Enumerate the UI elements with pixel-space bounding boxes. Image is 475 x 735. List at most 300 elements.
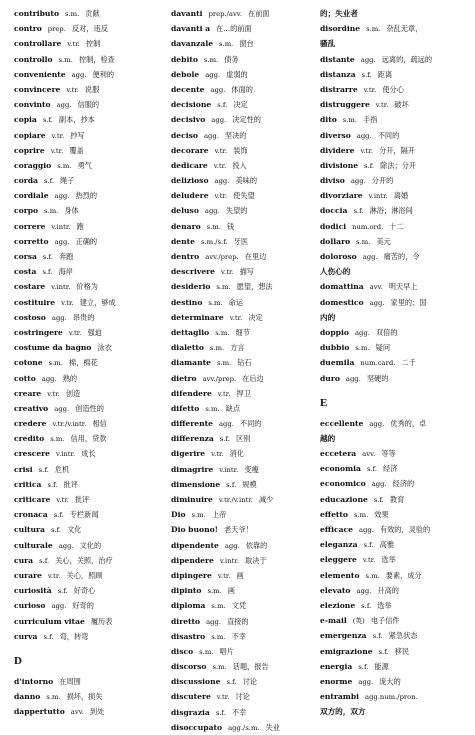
entry-word: coprire [14, 145, 45, 155]
entry-word: criticare [14, 495, 51, 504]
dictionary-entry [14, 507, 170, 522]
entry-meaning: 反对，违反 [71, 24, 108, 34]
entry-word: educazione [320, 494, 368, 504]
entry-word: dipendente [171, 540, 219, 550]
entry-pos: agg. [71, 70, 87, 79]
entry-word: divisione [320, 160, 359, 170]
entry-word: corretto [14, 236, 49, 246]
entry-pos: v.tr. [66, 85, 79, 94]
entry-meaning: 奔跑 [58, 252, 74, 261]
dictionary-entry [320, 371, 475, 386]
entry-meaning: 文凭 [231, 601, 247, 611]
dictionary-entry [14, 249, 170, 264]
dictionary-entry [14, 704, 170, 719]
dictionary-entry [171, 553, 327, 568]
entry-meaning: 身体 [64, 206, 79, 216]
entry-meaning: 建立，够成 [79, 297, 116, 307]
entry-word: emergenza [320, 631, 367, 641]
entry-word: 越的 [320, 433, 336, 443]
dictionary-entry [14, 492, 170, 507]
entry-meaning: 取决于 [244, 555, 267, 565]
entry-word: costare [14, 282, 46, 292]
column-3 [320, 6, 475, 719]
dictionary-entry [171, 538, 327, 553]
entry-pos: v.tr./v.intr. [218, 496, 253, 504]
dictionary-entry [320, 628, 475, 643]
entry-pos: agg. [211, 116, 227, 125]
entry-word: Dio [171, 510, 186, 520]
dictionary-entry [171, 644, 327, 659]
entry-word: cronaca [14, 510, 48, 520]
entry-pos: v.tr. [214, 192, 228, 201]
entry-meaning: 紧急状态 [388, 631, 418, 641]
entry-pos: agg. [218, 420, 234, 429]
dictionary-entry [320, 249, 475, 264]
entry-meaning: 虚弱的 [226, 69, 248, 79]
entry-meaning: 关心，照顾 [66, 570, 103, 580]
dictionary-entry [171, 371, 327, 386]
entry-pos: v.tr. [56, 496, 69, 504]
entry-word: denaro [171, 221, 201, 231]
entry-pos: s.f. [226, 480, 237, 489]
entry-pos: (英) [352, 617, 365, 626]
entry-meaning: 使失望 [233, 191, 255, 201]
entry-meaning: 双倍的 [375, 327, 398, 337]
entry-pos: v.tr. [51, 131, 65, 140]
entry-meaning: 绳子 [60, 176, 75, 186]
dictionary-entry [171, 462, 327, 477]
entry-word: discussione [171, 677, 221, 687]
entry-pos: agg. [369, 419, 385, 428]
dictionary-entry [171, 82, 327, 97]
dictionary-entry [14, 219, 170, 234]
dictionary-entry [171, 249, 327, 264]
dictionary-entry [320, 21, 475, 36]
entry-meaning: 强迫 [87, 327, 102, 337]
entry-meaning: 牙医 [233, 236, 249, 246]
entry-word: diploma [171, 601, 206, 611]
entry-meaning: 到处 [89, 707, 105, 717]
entry-word: disastro [171, 631, 206, 641]
entry-pos: s.m. [203, 55, 219, 64]
dictionary-entry [320, 522, 475, 537]
entry-pos: agg./s.m. [228, 723, 260, 732]
entry-pos: s.f. [38, 465, 49, 474]
entry-pos: agg. [224, 541, 240, 550]
entry-word: difendere [171, 388, 212, 398]
dictionary-entry [14, 310, 170, 325]
entry-meaning: 危机 [54, 464, 70, 474]
entry-meaning: 履历表 [90, 616, 113, 626]
entry-pos: v.tr. [360, 146, 374, 155]
entry-pos: s.m. [211, 602, 226, 611]
entry-word: dividere [320, 145, 355, 155]
entry-pos: v.tr. [214, 146, 228, 155]
entry-meaning: 有效的，灵验的 [379, 525, 431, 534]
entry-word: dietro [171, 373, 197, 383]
entry-pos: avv./prep. [202, 374, 237, 383]
entry-meaning: 家里的；国 [390, 297, 427, 307]
entry-meaning: 钱 [226, 221, 235, 231]
entry-word: corpo [14, 206, 39, 216]
entry-meaning: 愿望，想法 [236, 282, 273, 292]
entry-pos: agg. [58, 541, 74, 550]
entry-meaning: 在...的前面 [216, 24, 252, 34]
entry-word: difetto [171, 403, 200, 413]
entry-meaning: 破坏 [394, 100, 409, 110]
entry-pos: s.f. [378, 647, 389, 656]
entry-meaning: 副本，抄本 [58, 115, 95, 125]
entry-word: 的；失业者 [320, 9, 358, 18]
entry-word: dappertutto [14, 707, 65, 717]
entry-word: decisivo [171, 115, 206, 125]
dictionary-entry [14, 340, 170, 355]
entry-word: dimensione [171, 479, 221, 489]
entry-word: debole [171, 69, 200, 79]
entry-meaning: 离婚 [393, 191, 409, 201]
dictionary-entry [320, 674, 475, 689]
entry-pos: v.tr. [61, 298, 74, 307]
dictionary-entry [14, 82, 170, 97]
dictionary-entry [320, 82, 475, 97]
entry-pos: s.f. [215, 708, 226, 717]
entry-pos: s.f. [373, 495, 384, 504]
dictionary-entry [320, 36, 475, 51]
dictionary-entry [320, 507, 475, 522]
entry-word: dubbio [320, 343, 350, 353]
dictionary-entry [320, 143, 475, 158]
dictionary-entry [171, 598, 327, 613]
entry-word: entrambi [320, 692, 360, 702]
dictionary-entry [320, 704, 475, 719]
entry-word: dodici [320, 221, 347, 231]
dictionary-entry [171, 492, 327, 507]
entry-meaning: 讨论 [242, 677, 257, 687]
entry-meaning: 损坏，损失 [66, 692, 103, 702]
entry-pos: agg.num./pron. [365, 693, 418, 702]
entry-word: contro [14, 24, 42, 34]
dictionary-entry [171, 36, 327, 51]
dictionary-entry [320, 416, 475, 431]
entry-meaning: 批评 [63, 479, 78, 489]
entry-word: divorziare [320, 191, 363, 201]
entry-meaning: 距离 [377, 69, 393, 79]
entry-pos: agg. [51, 602, 67, 611]
entry-meaning: 手指 [363, 115, 378, 125]
column-1 [14, 6, 170, 719]
entry-word: dente [171, 236, 196, 246]
entry-word: economico [320, 479, 366, 489]
entry-word: distanza [320, 69, 356, 79]
dictionary-entry [171, 416, 327, 431]
entry-word: elevato [320, 585, 351, 595]
entry-meaning: 不幸 [231, 707, 247, 717]
dictionary-entry [171, 522, 327, 537]
entry-pos: agg. [369, 298, 385, 307]
entry-meaning: 坚决的 [224, 130, 247, 140]
dictionary-entry [14, 234, 170, 249]
entry-word: eccellente [320, 418, 364, 428]
entry-meaning: 直接的 [227, 616, 249, 626]
dictionary-entry [14, 67, 170, 82]
entry-pos: agg. [51, 313, 67, 322]
entry-pos: s.f. [43, 177, 55, 186]
entry-pos: s.f. [39, 556, 50, 565]
entry-meaning: 贡献 [85, 9, 100, 18]
entry-meaning: 老天爷！ [224, 525, 253, 535]
entry-word: costoso [14, 312, 46, 322]
dictionary-entry [320, 295, 475, 310]
entry-word: crisi [14, 464, 33, 474]
entry-meaning: 便利的 [92, 69, 115, 79]
entry-word: danno [14, 692, 41, 702]
entry-pos: s.m. [208, 298, 223, 307]
entry-word: 内的 [320, 312, 336, 322]
entry-pos: agg. [371, 480, 387, 489]
dictionary-entry [320, 158, 475, 173]
dictionary-entry [320, 325, 475, 340]
entry-meaning: 杂乱无章， [386, 24, 423, 34]
entry-word: costituire [14, 297, 56, 307]
entry-word: diverso [320, 130, 351, 140]
entry-meaning: 不同的 [239, 419, 262, 429]
entry-pos: avv. [362, 450, 376, 459]
entry-meaning: 在里边 [244, 252, 267, 261]
entry-word: eccetera [320, 449, 357, 459]
dictionary-entry [14, 416, 170, 431]
entry-meaning: 勇气 [77, 160, 92, 170]
dictionary-entry [171, 583, 327, 598]
entry-pos: s.m. [219, 40, 234, 49]
dictionary-entry [320, 310, 475, 325]
entry-pos: v.tr. [216, 693, 230, 702]
entry-meaning: 美元 [376, 236, 391, 246]
entry-meaning: 使分心 [382, 84, 404, 94]
entry-pos: s.f. [217, 101, 228, 110]
entry-meaning: 美味的 [235, 176, 258, 186]
entry-meaning: 细节 [235, 327, 250, 337]
entry-word: economia [320, 464, 361, 474]
entry-pos: s.m. [191, 511, 206, 520]
dictionary-entry [320, 279, 475, 294]
entry-meaning: 教育 [389, 494, 405, 504]
entry-word: disordine [320, 24, 361, 34]
dictionary-entry [14, 553, 170, 568]
entry-meaning: 消化 [229, 449, 245, 459]
entry-word: debito [171, 54, 198, 64]
entry-meaning: 命运 [228, 297, 244, 307]
entry-pos: agg. [54, 404, 70, 413]
entry-pos: agg. [54, 192, 70, 201]
entry-meaning: 等等 [381, 449, 396, 459]
entry-word: cordiale [14, 191, 49, 201]
entry-word: distruggere [320, 100, 370, 110]
dictionary-entry [320, 552, 475, 567]
entry-meaning: 升高的 [377, 585, 399, 595]
dictionary-entry [14, 97, 170, 112]
entry-meaning: 疑问 [375, 343, 391, 353]
entry-word: eleganza [320, 540, 358, 550]
dictionary-entry [14, 6, 170, 21]
entry-meaning: 画 [227, 586, 235, 596]
dictionary-entry [14, 477, 170, 492]
dictionary-entry [171, 340, 327, 355]
entry-pos: agg. [204, 207, 220, 216]
dictionary-entry [171, 143, 327, 158]
entry-pos: s.f. [43, 632, 54, 641]
entry-meaning: 分开，隔开 [379, 145, 416, 155]
entry-meaning: 选举 [381, 555, 396, 565]
entry-meaning: 在后边 [242, 373, 264, 383]
entry-meaning: 棉，棉花 [68, 358, 98, 368]
entry-pos: s.m. [366, 25, 381, 34]
dictionary-entry [14, 462, 170, 477]
dictionary-entry [14, 21, 170, 36]
entry-word: credito [14, 434, 45, 444]
entry-meaning: 创造性的 [75, 403, 104, 413]
entry-meaning: 决定 [233, 100, 248, 110]
entry-word: doloroso [320, 252, 357, 261]
dictionary-entry [320, 234, 475, 249]
entry-word: curare [14, 570, 42, 580]
entry-meaning: 不同的 [377, 130, 400, 140]
entry-word: cura [14, 555, 34, 565]
entry-meaning: 画 [236, 570, 244, 580]
entry-pos: s.m. [342, 116, 358, 125]
entry-meaning: 失望的 [225, 206, 248, 216]
entry-word: dialetto [171, 343, 204, 353]
dictionary-entry [320, 613, 475, 628]
dictionary-entry [14, 538, 170, 553]
dictionary-entry [320, 6, 475, 21]
entry-pos: v.intr. [56, 450, 76, 459]
dictionary-entry [14, 446, 170, 461]
entry-meaning: 电子信件 [370, 616, 400, 626]
dictionary-entry [320, 689, 475, 704]
dictionary-entry [320, 340, 475, 355]
dictionary-entry [171, 386, 327, 401]
entry-pos: agg. [206, 617, 222, 626]
entry-word: convincere [14, 84, 61, 94]
entry-meaning: 钻石 [237, 358, 252, 368]
entry-pos: s.f. [53, 511, 64, 520]
dictionary-entry [171, 720, 327, 735]
entry-pos: s.f. [361, 70, 372, 79]
entry-meaning: 上帝 [211, 510, 227, 520]
entry-word: effetto [320, 509, 348, 519]
dictionary-entry [320, 128, 475, 143]
entry-meaning: 说服 [84, 84, 100, 94]
dictionary-entry [320, 112, 475, 127]
entry-word: curriculum vitae [14, 616, 85, 626]
dictionary-entry [320, 598, 475, 613]
entry-pos: agg. [362, 253, 378, 261]
entry-pos: s.m. [216, 359, 232, 368]
entry-pos: v.tr./v.intr. [52, 420, 87, 429]
entry-word: deciso [171, 130, 198, 140]
entry-word: diminuire [171, 495, 213, 504]
entry-pos: agg. [350, 177, 366, 186]
dictionary-entry [14, 188, 170, 203]
dictionary-entry [14, 689, 170, 704]
entry-word: dipinto [171, 586, 202, 596]
entry-meaning: 捍卫 [236, 388, 251, 398]
entry-word: curioso [14, 601, 46, 611]
entry-meaning: 话题，报告 [232, 662, 269, 672]
entry-word: descrivere [171, 267, 216, 277]
entry-word: creativo [14, 403, 49, 413]
entry-pos: v.intr. [51, 283, 71, 292]
entry-word: coraggio [14, 160, 52, 170]
entry-meaning: 泳衣 [97, 343, 112, 353]
entry-pos: s.f. [219, 435, 230, 444]
entry-word: copia [14, 115, 37, 125]
entry-pos: s.m. [207, 587, 222, 596]
entry-pos: v.intr. [219, 556, 239, 565]
dictionary-entry [171, 614, 327, 629]
entry-meaning: 信服的 [77, 100, 100, 110]
dictionary-entry [14, 522, 170, 537]
section-letter: E [320, 396, 328, 409]
entry-pos: agg. [210, 85, 226, 94]
dictionary-entry [14, 386, 170, 401]
dictionary-entry [171, 112, 327, 127]
entry-meaning: 效果 [374, 509, 389, 519]
entry-pos: prep. [47, 25, 66, 34]
entry-word: corda [14, 176, 38, 186]
entry-meaning: 描写 [239, 267, 254, 277]
entry-word: doccia [320, 206, 348, 216]
entry-pos: agg. [356, 131, 372, 140]
entry-word: dettaglio [171, 327, 210, 337]
dictionary-entry [171, 446, 327, 461]
entry-pos: agg. [356, 586, 372, 595]
entry-pos: v.tr. [229, 313, 243, 322]
entry-word: convinto [14, 100, 51, 110]
dictionary-entry [320, 97, 475, 112]
dictionary-entry [171, 674, 327, 689]
dictionary-entry [171, 568, 327, 583]
entry-pos: s.m./s.f. [201, 237, 228, 246]
entry-pos: s.m. [353, 510, 369, 519]
entry-meaning: 好奇心 [73, 586, 96, 596]
entry-pos: s.m. [365, 571, 380, 580]
entry-word: e-mail [320, 616, 347, 626]
dictionary-entry [171, 52, 327, 67]
entry-pos: agg. [204, 131, 219, 140]
entry-pos: num.card. [360, 359, 396, 368]
column-2 [171, 6, 327, 735]
dictionary-entry [171, 477, 327, 492]
entry-word: davanzale [171, 39, 214, 49]
entry-meaning: 正确的 [75, 236, 98, 246]
entry-meaning: 高雅 [379, 540, 395, 550]
entry-meaning: 债务 [224, 54, 239, 64]
entry-meaning: 专栏新闻 [69, 510, 99, 520]
entry-pos: agg. [54, 237, 70, 246]
entry-meaning: 创造 [65, 388, 81, 398]
entry-meaning: 弯，转弯 [59, 631, 89, 641]
entry-word: Dio buono! [171, 525, 218, 535]
entry-word: diretto [171, 616, 201, 626]
entry-word: contributo [14, 9, 60, 18]
entry-word: dipendere [171, 555, 214, 565]
entry-pos: s.m. [216, 283, 231, 292]
entry-word: disco [171, 646, 194, 656]
entry-meaning: 规模 [242, 479, 257, 489]
dictionary-entry [320, 476, 475, 491]
entry-word: credere [14, 419, 47, 429]
